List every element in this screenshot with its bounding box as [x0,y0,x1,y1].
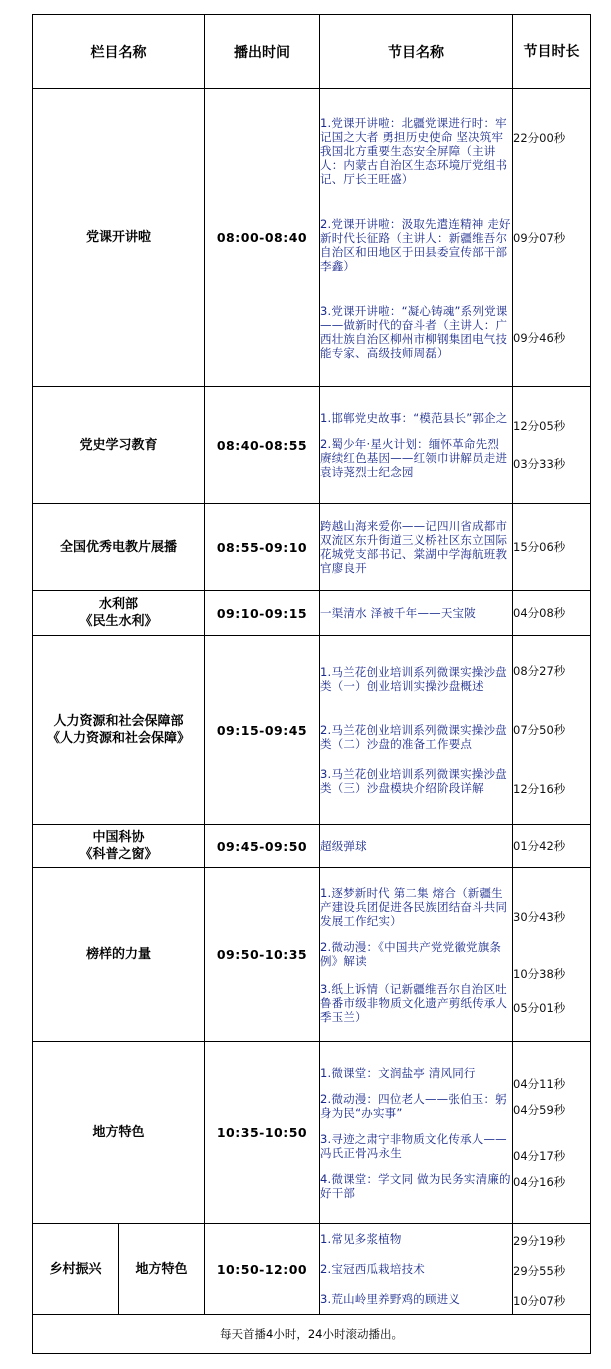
column-name-line: 《科普之窗》 [79,847,158,862]
table-row [33,387,591,504]
broadcast-time: 09:45-09:50 [205,825,320,868]
header-column-name: 栏目名称 [33,15,205,89]
duration-value: 07分50秒 [513,723,566,737]
column-name-line: 水利部 [98,597,138,612]
header-row [33,15,591,89]
footer-row [33,1315,591,1354]
duration-value: 04分11秒 [513,1076,566,1091]
table-row [33,868,591,1042]
duration-value: 12分16秒 [513,782,566,796]
column-name-line: 中国科协 [92,830,145,845]
duration-list [513,825,591,868]
program-list [320,387,513,504]
broadcast-time: 09:50-10:35 [205,868,320,1042]
program-item: 3.寻迹之肃宁非物质文化传承人——冯氏正骨冯永生 [320,1131,507,1160]
column-name-line: 《人力资源和社会保障》 [46,731,190,746]
program-item: 跨越山海来爱你——记四川省成都市双流区东升街道三义桥社区东立国际花城党支部书记、棠湖中学海航班教官廖良开 [320,519,508,575]
program-item: 2.党课开讲啦：汲取先遣连精神 走好新时代长征路（主讲人：新疆维吾尔自治区和田地区于田县委宣传部干部李鑫） [320,216,511,273]
program-item: 一渠清水 泽被千年——天宝陂 [320,606,476,620]
program-item: 1.党课开讲啦：北疆党课进行时：牢记国之大者 勇担历史使命 坚决筑牢我国北方重要生态安全屏障（主讲人：内蒙古自治区生态环境厅党组书记、厅长王旺盛） [320,115,508,186]
program-item: 4.微课堂：学文同 做为民务实清廉的好干部 [320,1171,511,1200]
column-name: 乡村振兴 [33,1224,119,1315]
program-item: 1.邯郸党史故事：“模范县长”郭企之 [320,411,508,425]
program-item: 3.马兰花创业培训系列微课实操沙盘类（三）沙盘模块介绍阶段详解 [320,767,507,795]
duration-value: 04分59秒 [513,1102,566,1117]
column-name [33,825,205,868]
footer-note: 每天首播4小时，24小时滚动播出。 [33,1315,591,1354]
column-name: 党史学习教育 [33,387,205,504]
duration-value: 10分07秒 [513,1293,566,1308]
program-item: 1.微课堂：文润盐亭 清风同行 [320,1065,476,1080]
duration-list [513,1224,591,1315]
broadcast-time: 10:35-10:50 [205,1042,320,1224]
duration-value: 04分16秒 [513,1174,566,1189]
program-item: 2.蜀少年·星火计划：缅怀革命先烈 赓续红色基因——红领巾讲解员走进袁诗荛烈士纪念园 [320,437,508,479]
table-row [33,591,591,636]
table-row [33,825,591,868]
program-item: 2.马兰花创业培训系列微课实操沙盘类（二）沙盘的准备工作要点 [320,723,507,751]
duration-value: 03分33秒 [513,457,566,471]
duration-list [513,89,591,387]
column-name [33,636,205,825]
duration-value: 05分01秒 [513,1001,566,1015]
table-row [33,504,591,591]
program-list [320,636,513,825]
duration-value: 10分38秒 [513,967,566,981]
schedule-table [32,14,591,1354]
program-item: 1.常见多浆植物 [320,1232,402,1246]
duration-list [513,1042,591,1224]
duration-value: 04分08秒 [513,606,566,620]
program-item: 3.荒山岭里养野鸡的顾进义 [320,1292,461,1306]
program-list [320,89,513,387]
duration-list [513,868,591,1042]
column-name: 党课开讲啦 [33,89,205,387]
duration-list [513,591,591,636]
program-item: 1.逐梦新时代 第二集 熔合（新疆生产建设兵团促进各民族团结奋斗共同发展工作纪实） [320,885,508,928]
table-row [33,1224,591,1315]
broadcast-time: 10:50-12:00 [205,1224,320,1315]
duration-value: 22分00秒 [513,130,566,145]
duration-value: 12分05秒 [513,419,566,433]
program-item: 3.党课开讲啦：“凝心铸魂”系列党课——做新时代的奋斗者（主讲人：广西壮族自治区柳州市柳钢集团电气技能专家、高级技师周磊） [320,303,508,360]
table-row [33,1042,591,1224]
column-name-line: 人力资源和社会保障部 [53,714,184,729]
program-item: 超级弹球 [320,839,367,853]
program-item: 2.宝冠西瓜栽培技术 [320,1262,425,1276]
duration-value: 30分43秒 [513,910,566,924]
broadcast-time: 08:00-08:40 [205,89,320,387]
program-item: 3.纸上诉情（记新疆维吾尔自治区吐鲁番市级非物质文化遗产剪纸传承人季玉兰） [320,981,508,1024]
program-list [320,868,513,1042]
program-list [320,504,513,591]
column-name: 全国优秀电教片展播 [33,504,205,591]
header-program-name: 节目名称 [320,15,513,89]
broadcast-time: 08:40-08:55 [205,387,320,504]
program-item: 2.微动漫：四位老人——张伯玉：躬身为民“办实事” [320,1091,507,1120]
program-item: 1.马兰花创业培训系列微课实操沙盘类（一）创业培训实操沙盘概述 [320,665,507,693]
duration-value: 09分46秒 [513,330,566,345]
header-broadcast-time: 播出时间 [205,15,320,89]
duration-value: 29分55秒 [513,1263,566,1278]
duration-list [513,387,591,504]
duration-list [513,504,591,591]
column-name [33,591,205,636]
broadcast-time: 08:55-09:10 [205,504,320,591]
duration-value: 08分27秒 [513,664,566,678]
column-name: 地方特色 [33,1042,205,1224]
duration-value: 04分17秒 [513,1148,566,1163]
duration-list [513,636,591,825]
table-row [33,89,591,387]
duration-value: 29分19秒 [513,1233,566,1248]
program-list [320,825,513,868]
program-item: 2.微动漫：《中国共产党党徽党旗条例》解读 [320,939,502,968]
duration-value: 01分42秒 [513,839,566,853]
header-duration: 节目时长 [513,15,591,89]
program-list [320,1042,513,1224]
broadcast-time: 09:10-09:15 [205,591,320,636]
column-name-line: 《民生水利》 [79,614,158,629]
program-list [320,1224,513,1315]
duration-value: 15分06秒 [513,540,566,554]
broadcast-time: 09:15-09:45 [205,636,320,825]
column-subname: 地方特色 [119,1224,205,1315]
column-name: 榜样的力量 [33,868,205,1042]
table-row [33,636,591,825]
program-list [320,591,513,636]
duration-value: 09分07秒 [513,230,566,245]
